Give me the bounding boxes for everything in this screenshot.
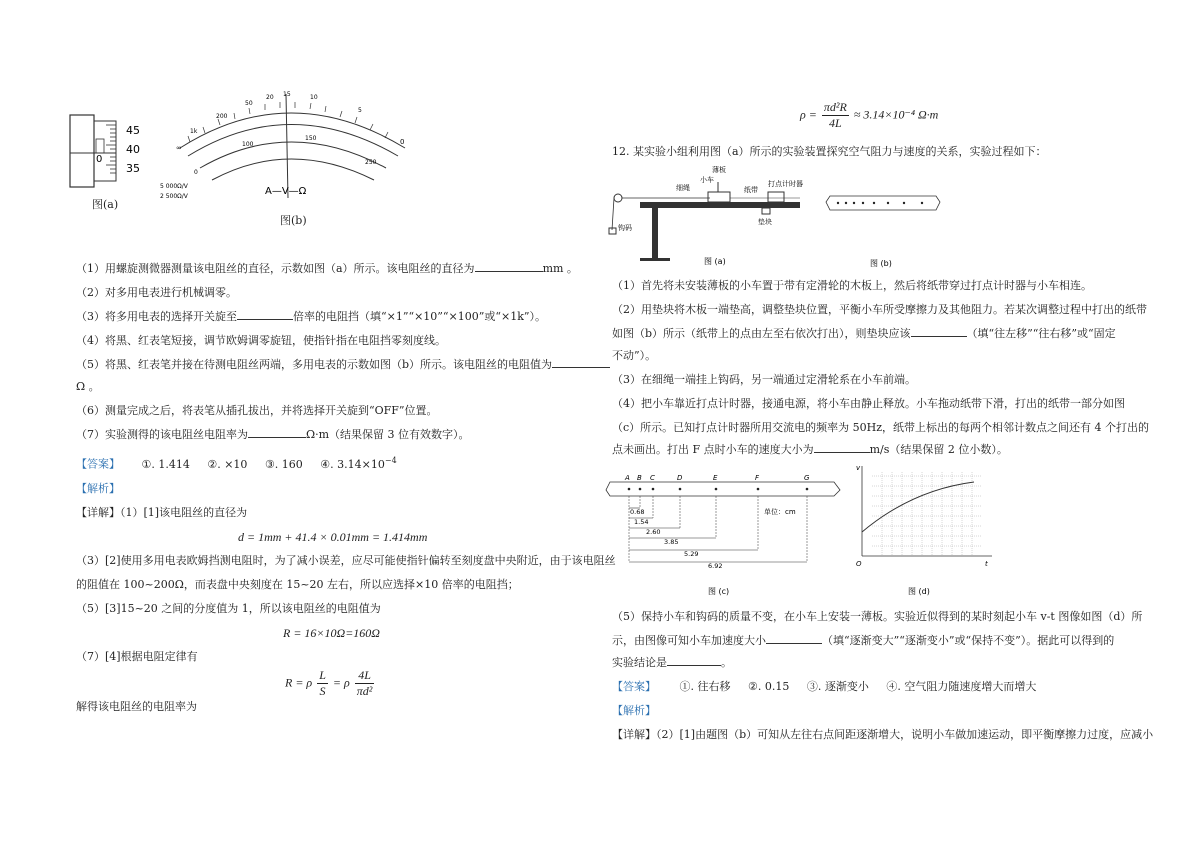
equation-diameter: d = 1mm + 41.4 × 0.01mm = 1.414mm	[238, 530, 428, 544]
answer-r-3: ③. 逐渐变小	[806, 680, 869, 693]
law-l: L	[319, 668, 326, 682]
omega-tick-inf: ∞	[176, 144, 182, 152]
p5b-text: 示，由图像可知小车加速度大小	[612, 634, 766, 647]
question-1	[76, 262, 578, 276]
detail-1: 【详解】（1）[1]该电阻丝的直径为	[76, 506, 248, 519]
omega-tick-0: 0	[400, 138, 405, 146]
fraction-rho	[822, 100, 849, 131]
omega-tick-20: 20	[266, 94, 274, 101]
caption-graph-d: 图 (d)	[908, 587, 930, 596]
tape-b-figure	[822, 190, 946, 268]
omega-tick-1k: 1k	[190, 128, 198, 135]
p5d-end: 。	[721, 656, 732, 669]
rho-den: 4L	[828, 116, 842, 130]
law-pid2: πd²	[356, 684, 373, 698]
omega-tick-50: 50	[245, 100, 253, 107]
question-5-unit: Ω 。	[76, 380, 100, 393]
label-timer: 打点计时器	[768, 180, 803, 188]
omega-tick-15: 15	[283, 91, 291, 98]
p5c-text: （填“逐渐变大”“逐渐变小”或“保持不变”）。据此可以得到的	[822, 634, 1115, 647]
fig-a-caption: 图(a)	[92, 198, 119, 211]
analysis-label: 【解析】	[76, 482, 120, 495]
caption-apparatus-a: 图 (a)	[704, 257, 726, 266]
equation-resistance-law	[285, 668, 376, 699]
answer-4: ④. 3.14×10	[320, 457, 385, 471]
graph-axis-t: t	[985, 560, 988, 568]
fraction-l-over-s	[317, 668, 328, 699]
meter-spec-2: 2 500Ω/V	[160, 193, 188, 200]
tape-point-f: F	[755, 474, 760, 482]
answer-label: 【答案】	[76, 457, 120, 471]
dc-tick-250: 250	[365, 159, 377, 166]
p4c-unit: m/s（结果保留 2 位小数）。	[869, 443, 1008, 456]
graph-origin: O	[856, 560, 862, 568]
paragraph-4c	[612, 443, 1008, 457]
paragraph-1: （1）首先将未安装薄板的小车置于带有定滑轮的木板上，然后将纸带穿过打点计时器与小车相连。	[612, 279, 1092, 292]
paragraph-5b	[612, 634, 1114, 648]
q7-unit: Ω·m（结果保留 3 位有效数字）。	[306, 428, 470, 441]
answer-3: ③. 160	[264, 457, 303, 471]
answer-row-right	[612, 680, 1036, 694]
question-7	[76, 428, 470, 442]
q5-text: （5）将黑、红表笔并接在待测电阻丝两端，多用电表的示数如图（b）所示。该电阻丝的电阻值为	[76, 358, 553, 371]
unit-label: 单位：cm	[764, 508, 796, 516]
law-mid: = ρ	[332, 675, 350, 690]
p2-blank[interactable]	[911, 336, 967, 337]
rho-right: ≈ 3.14×10⁻⁴ Ω·m	[853, 107, 939, 122]
detail-5: （5）[3]15~20 之间的分度值为 1，所以该电阻丝的电阻值为	[76, 602, 381, 615]
answer-r-2: ②. 0.15	[748, 680, 790, 693]
dist-ae: 3.85	[664, 538, 679, 546]
answer-r-4: ④. 空气阻力随速度增大而增大	[886, 680, 1037, 693]
dist-ac: 1.54	[634, 518, 649, 526]
omega-tick-200: 200	[216, 113, 228, 120]
analysis-label-right: 【解析】	[612, 704, 656, 717]
law-4l: 4L	[355, 668, 375, 684]
tape-c-figure	[604, 470, 844, 598]
equation-rho	[800, 100, 938, 131]
paragraph-2b	[612, 327, 1116, 341]
micrometer-label-40: 40	[126, 143, 140, 156]
tape-point-a: A	[625, 474, 630, 482]
detail-solve: 解得该电阻丝的电阻率为	[76, 700, 197, 713]
micrometer-label-0: 0	[96, 154, 103, 165]
q3-options: 倍率的电阻挡（填“×1”“×10”“×100”或“×1k”）。	[293, 310, 547, 323]
q3-blank[interactable]	[237, 319, 293, 320]
answer-label-right: 【答案】	[612, 680, 656, 693]
meter-spec-1: 5 000Ω/V	[160, 183, 188, 190]
dc-tick-0: 0	[194, 169, 198, 176]
paragraph-4a: （4）把小车靠近打点计时器，接通电源，将小车由静止释放。小车拖动纸带下滑，打出的纸带一部分如图	[612, 397, 1125, 410]
q5-blank[interactable]	[552, 367, 610, 368]
tape-point-g: G	[804, 474, 810, 482]
fig-b-caption: 图(b)	[280, 214, 307, 227]
micrometer-label-45: 45	[126, 124, 140, 137]
paragraph-5a: （5）保持小车和钩码的质量不变，在小车上安装一薄板。实验近似得到的某时刻起小车 v-t 图像如图（d）所	[612, 610, 1143, 623]
answer-4-exp: −4	[384, 456, 397, 465]
dc-tick-150: 150	[305, 135, 317, 142]
q7-text: （7）实验测得的该电阻丝电阻率为	[76, 428, 248, 441]
tape-point-b: B	[637, 474, 642, 482]
label-block: 垫块	[758, 218, 772, 226]
law-left: R = ρ	[285, 675, 313, 690]
detail-right: 【详解】（2）[1]由题图（b）可知从左往右点间距逐渐增大，说明小车做加速运动，即平衡摩擦力过度，应减小	[612, 728, 1154, 741]
question-6: （6）测量完成之后，将表笔从插孔拔出，并将选择开关旋到“OFF”位置。	[76, 404, 438, 417]
label-tape: 纸带	[744, 186, 758, 194]
answer-2: ②. ×10	[207, 457, 248, 471]
tape-point-c: C	[650, 474, 655, 482]
meter-label: A—V—Ω	[265, 186, 307, 197]
label-hook: 钩码	[618, 224, 632, 232]
paragraph-2c: 不动”）。	[612, 349, 657, 362]
law-s: S	[319, 684, 326, 698]
paragraph-5d	[612, 656, 732, 670]
multimeter-figure	[160, 88, 430, 206]
rho-left: ρ =	[800, 107, 817, 122]
answer-1: ①. 1.414	[141, 457, 190, 471]
detail-7: （7）[4]根据电阻定律有	[76, 650, 198, 663]
dc-tick-100: 100	[242, 141, 254, 148]
vt-graph-figure	[852, 462, 1002, 598]
p4c-text: 点未画出。打出 F 点时小车的速度大小为	[612, 443, 814, 456]
dist-ab: 0.68	[630, 508, 645, 516]
question-12: 12. 某实验小组利用图（a）所示的实验装置探究空气阻力与速度的关系，实验过程如下：	[612, 145, 1047, 158]
dist-af: 5.29	[684, 550, 699, 558]
equation-resistance: R = 16×10Ω=160Ω	[283, 626, 380, 640]
q1-blank[interactable]	[475, 271, 543, 272]
question-2: （2）对多用电表进行机械调零。	[76, 286, 237, 299]
q7-blank[interactable]	[248, 437, 306, 438]
dist-ad: 2.60	[646, 528, 661, 536]
question-5	[76, 358, 610, 372]
fraction-4l-over-pid2	[355, 668, 375, 699]
tape-point-d: D	[677, 474, 683, 482]
p5-blank[interactable]	[766, 643, 822, 644]
question-3	[76, 310, 546, 324]
tape-point-e: E	[713, 474, 718, 482]
paragraph-3: （3）在细绳一端挂上钩码，另一端通过定滑轮系在小车前端。	[612, 373, 916, 386]
q3-text: （3）将多用电表的选择开关旋至	[76, 310, 237, 323]
omega-tick-10: 10	[310, 94, 318, 101]
caption-tape-c: 图 (c)	[708, 587, 730, 596]
label-cart: 小车	[700, 176, 714, 184]
caption-tape-b: 图 (b)	[870, 259, 892, 268]
detail-3a: （3）[2]使用多用电表欧姆挡测电阻时，为了减小误差，应尽可能使指针偏转至刻度盘中央附近，由于该电阻丝	[76, 554, 616, 567]
dist-ag: 6.92	[708, 562, 723, 570]
label-rope: 细绳	[676, 184, 690, 192]
p2b-text: 如图（b）所示（纸带上的点由左至右依次打出），则垫块应该	[612, 327, 911, 340]
paragraph-2a: （2）用垫块将木板一端垫高，调整垫块位置，平衡小车所受摩擦力及其他阻力。若某次调整过程中打出的纸带	[612, 303, 1147, 316]
p5d-text: 实验结论是	[612, 656, 667, 669]
answer-r-1: ①. 往右移	[679, 680, 731, 693]
rho-num: πd²R	[823, 100, 847, 114]
micrometer-label-35: 35	[126, 162, 140, 175]
answer-row-left	[76, 454, 397, 472]
label-thin-board: 薄板	[712, 166, 726, 174]
q1-text: （1）用螺旋测微器测量该电阻丝的直径，示数如图（a）所示。该电阻丝的直径为	[76, 262, 475, 275]
paragraph-4b: （c）所示。已知打点计时器所用交流电的频率为 50Hz，纸带上标出的每两个相邻计数点之间还有 4 个打出的	[612, 421, 1150, 434]
detail-3b: 的阻值在 100~200Ω，而表盘中央刻度在 15~20 左右，所以应选择×10 倍率的电阻挡；	[76, 578, 519, 591]
p2b-options: （填“往左移”“往右移”或“固定	[966, 327, 1116, 340]
q1-unit: mm 。	[542, 262, 578, 275]
p5d-blank[interactable]	[667, 665, 721, 666]
question-4: （4）将黑、红表笔短接，调节欧姆调零旋钮，使指针指在电阻挡零刻度线。	[76, 334, 446, 347]
apparatus-figure	[600, 162, 820, 268]
p4-blank[interactable]	[814, 452, 870, 453]
omega-tick-5: 5	[358, 107, 362, 114]
graph-axis-v: v	[856, 464, 861, 472]
